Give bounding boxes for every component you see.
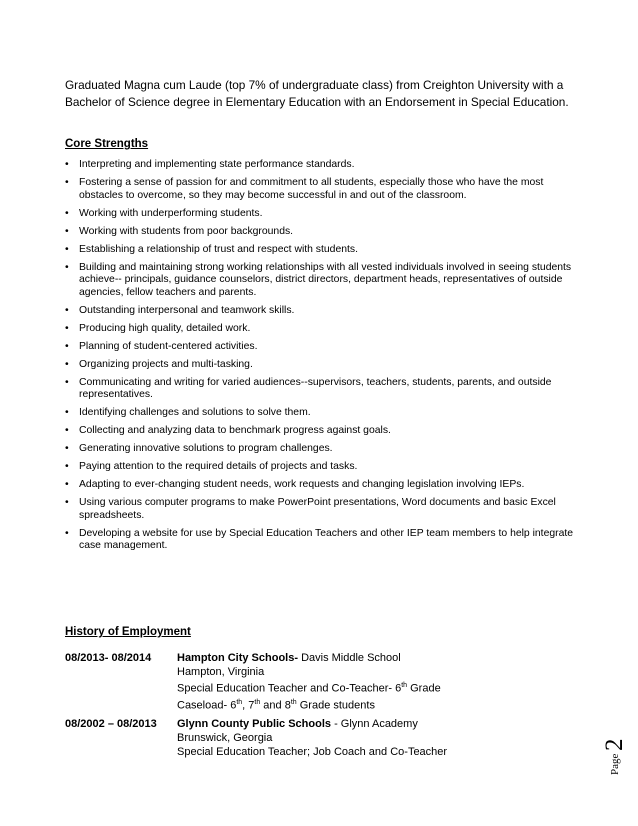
caseload-text: Caseload- 6 xyxy=(177,699,237,712)
caseload-text: Grade students xyxy=(296,699,375,712)
strength-text: Communicating and writing for varied audiences--supervisors, teachers, students, parents, and outside representatives. xyxy=(79,376,552,400)
bullet-icon: • xyxy=(65,304,69,316)
job-school: Davis Middle School xyxy=(298,652,401,664)
strength-text: Organizing projects and multi-tasking. xyxy=(79,358,253,370)
job-details xyxy=(177,651,537,712)
strength-item xyxy=(65,359,585,372)
strength-text: Interpreting and implementing state performance standards. xyxy=(79,159,355,170)
job-employer-line xyxy=(177,651,537,665)
bullet-icon: • xyxy=(65,243,69,255)
bullet-icon: • xyxy=(65,376,69,388)
strength-text: Fostering a sense of passion for and commitment to all students, especially those who have the most obstacles to overcome, so they may become successful in and out of the classroom. xyxy=(79,177,544,201)
strength-text: Generating innovative solutions to program challenges. xyxy=(79,443,333,454)
core-strengths-heading: Core Strengths xyxy=(65,138,149,150)
strength-text: Collecting and analyzing data to benchmark progress against goals. xyxy=(79,425,391,436)
page-number-marker xyxy=(592,717,632,777)
strength-text: Outstanding interpersonal and teamwork skills. xyxy=(79,304,295,316)
employment-history-heading: History of Employment xyxy=(65,626,191,638)
strength-text: Establishing a relationship of trust and respect with students. xyxy=(79,243,358,255)
bullet-icon: • xyxy=(65,443,69,454)
bullet-icon: • xyxy=(65,479,69,490)
job-role: Special Education Teacher; Job Coach and Co-Teacher xyxy=(177,746,448,758)
strength-text: Paying attention to the required details of projects and tasks. xyxy=(79,461,358,472)
strength-item xyxy=(65,341,585,354)
job-role-suffix: Grade xyxy=(407,682,441,695)
job-role xyxy=(177,679,537,696)
strength-text: Identifying challenges and solutions to solve them. xyxy=(79,407,311,418)
strength-text: Developing a website for use by Special Education Teachers and other IEP team members to help integrate case management. xyxy=(79,527,574,551)
job-role-superscript: th xyxy=(401,682,408,689)
job-employer: Glynn County Public Schools xyxy=(177,718,332,730)
bullet-icon: • xyxy=(65,207,69,219)
strength-item xyxy=(65,528,585,553)
bullet-icon: • xyxy=(65,407,69,418)
caseload-text: and 8 xyxy=(260,699,291,712)
caseload-superscript: th xyxy=(290,698,297,706)
strength-text: Working with students from poor backgrounds. xyxy=(79,225,294,237)
strength-item xyxy=(65,244,585,257)
strength-item xyxy=(65,425,585,438)
job-employer-line xyxy=(177,717,537,731)
bullet-icon: • xyxy=(65,322,69,334)
strength-text: Adapting to ever-changing student needs, work requests and changing legislation involving IEPs. xyxy=(79,479,525,490)
strength-item xyxy=(65,461,585,474)
bullet-icon: • xyxy=(65,461,69,472)
strength-item xyxy=(65,443,585,456)
caseload-superscript: th xyxy=(236,698,243,706)
page-label: Page xyxy=(609,753,621,775)
strength-text: Working with underperforming students. xyxy=(79,207,263,219)
strength-item xyxy=(65,497,585,522)
strength-item xyxy=(65,159,585,172)
bullet-icon: • xyxy=(65,177,69,188)
bullet-icon: • xyxy=(65,527,69,539)
strength-item xyxy=(65,305,585,318)
bullet-icon: • xyxy=(65,225,69,237)
job-caseload xyxy=(177,696,537,713)
strength-text: Producing high quality, detailed work. xyxy=(79,322,251,334)
job-details xyxy=(177,717,537,759)
strength-item xyxy=(65,208,585,221)
job-employer: Hampton City Schools- xyxy=(177,652,299,664)
caseload-text: , 7 xyxy=(242,699,255,712)
core-strengths-list xyxy=(65,159,585,558)
strength-item xyxy=(65,479,585,492)
strength-item xyxy=(65,262,585,300)
strength-item xyxy=(65,407,585,420)
strength-item xyxy=(65,177,585,202)
job-dates: 08/2002 – 08/2013 xyxy=(65,718,157,730)
bullet-icon: • xyxy=(65,425,69,436)
strength-text: Planning of student-centered activities. xyxy=(79,340,258,352)
bullet-icon: • xyxy=(65,340,69,352)
strength-text: Using various computer programs to make PowerPoint presentations, Word documents and basic Excel spreadsheets. xyxy=(79,497,556,521)
strength-item xyxy=(65,226,585,239)
education-summary: Graduated Magna cum Laude (top 7% of undergraduate class) from Creighton University with a Bachelor of Science degree in Elementary Education with an Endorsement in Special Education. xyxy=(65,78,569,109)
bullet-icon: • xyxy=(65,159,69,170)
bullet-icon: • xyxy=(65,261,69,273)
caseload-superscript: th xyxy=(254,698,261,706)
job-role-text: Special Education Teacher and Co-Teacher- 6 xyxy=(177,682,402,695)
page-number: 2 xyxy=(601,738,628,751)
strength-item xyxy=(65,323,585,336)
strength-text: Building and maintaining strong working relationships with all vested individuals involved in seeing students achieve-- principals, guidance counselors, district directors, department heads, representatives of outside agencies, fellow teachers and parents. xyxy=(79,261,572,298)
bullet-icon: • xyxy=(65,497,69,508)
job-location: Brunswick, Georgia xyxy=(177,732,273,744)
job-school: - Glynn Academy xyxy=(331,718,418,730)
job-dates: 08/2013- 08/2014 xyxy=(65,652,152,664)
strength-item xyxy=(65,377,585,402)
job-location: Hampton, Virginia xyxy=(177,666,265,678)
bullet-icon: • xyxy=(65,358,69,370)
